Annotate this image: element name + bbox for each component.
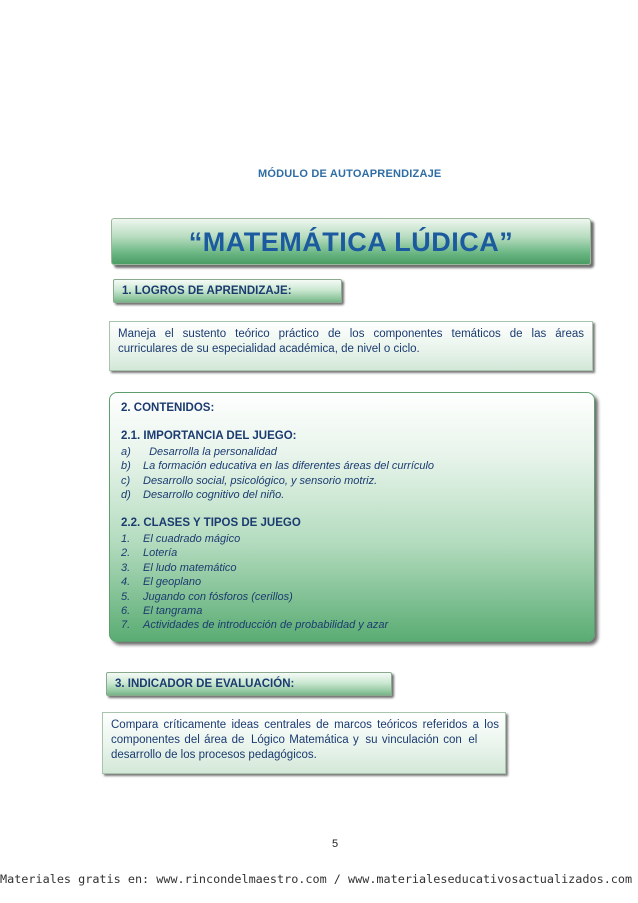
main-title: “MATEMÁTICA LÚDICA”	[188, 227, 514, 257]
indicador-line-2: componentes del área de Lógico Matemática y su vinculación con el	[111, 734, 478, 746]
clases-list	[121, 532, 388, 633]
list-item: 5. Jugando con fósforos (cerillos)	[121, 590, 293, 603]
module-header: MÓDULO DE AUTOAPRENDIZAJE	[258, 168, 442, 180]
logros-label: 1. LOGROS DE APRENDIZAJE:	[122, 285, 292, 297]
list-item: c) Desarrollo social, psicológico, y sensorio motriz.	[121, 474, 378, 487]
list-item: 1. El cuadrado mágico	[121, 533, 241, 545]
importancia-list	[121, 445, 434, 503]
indicador-line-3: desarrollo de los procesos pedagógicos.	[111, 749, 317, 761]
title-banner	[111, 218, 591, 265]
indicador-text-box	[102, 712, 506, 774]
list-item: a) Desarrolla la personalidad	[121, 446, 277, 458]
list-item: 3. El ludo matemático	[121, 561, 237, 574]
footer-sources: Materiales gratis en: www.rincondelmaestro.com / www.materialeseducativosactualizados.com	[0, 872, 633, 886]
indicador-label: 3. INDICADOR DE EVALUACIÓN:	[115, 678, 295, 690]
contenidos-box	[109, 392, 595, 642]
indicador-line-1: Compara críticamente ideas centrales de marcos teóricos referidos a los	[111, 719, 499, 731]
logros-text-box	[109, 321, 593, 371]
list-item: 4. El geoplano	[121, 576, 202, 589]
contenidos-heading: 2. CONTENIDOS:	[121, 402, 215, 414]
importancia-title: 2.1. IMPORTANCIA DEL JUEGO:	[121, 430, 297, 442]
list-item: b) La formación educativa en las diferentes áreas del currículo	[121, 460, 435, 473]
list-item: 7. Actividades de introducción de probabilidad y azar	[121, 619, 389, 632]
clases-title: 2.2. CLASES Y TIPOS DE JUEGO	[121, 517, 301, 529]
page-number: 5	[332, 838, 339, 850]
list-item: 2. Lotería	[121, 547, 178, 560]
logros-label-box	[113, 279, 342, 303]
list-item: 6. El tangrama	[121, 605, 203, 618]
logros-line-2: curriculares de su especialidad académica, de nivel o ciclo.	[118, 343, 420, 355]
list-item: d) Desarrollo cognitivo del niño.	[121, 489, 285, 502]
indicador-label-box	[106, 672, 392, 696]
logros-line-1: Maneja el sustento teórico práctico de los componentes temáticos de las áreas	[118, 328, 584, 340]
